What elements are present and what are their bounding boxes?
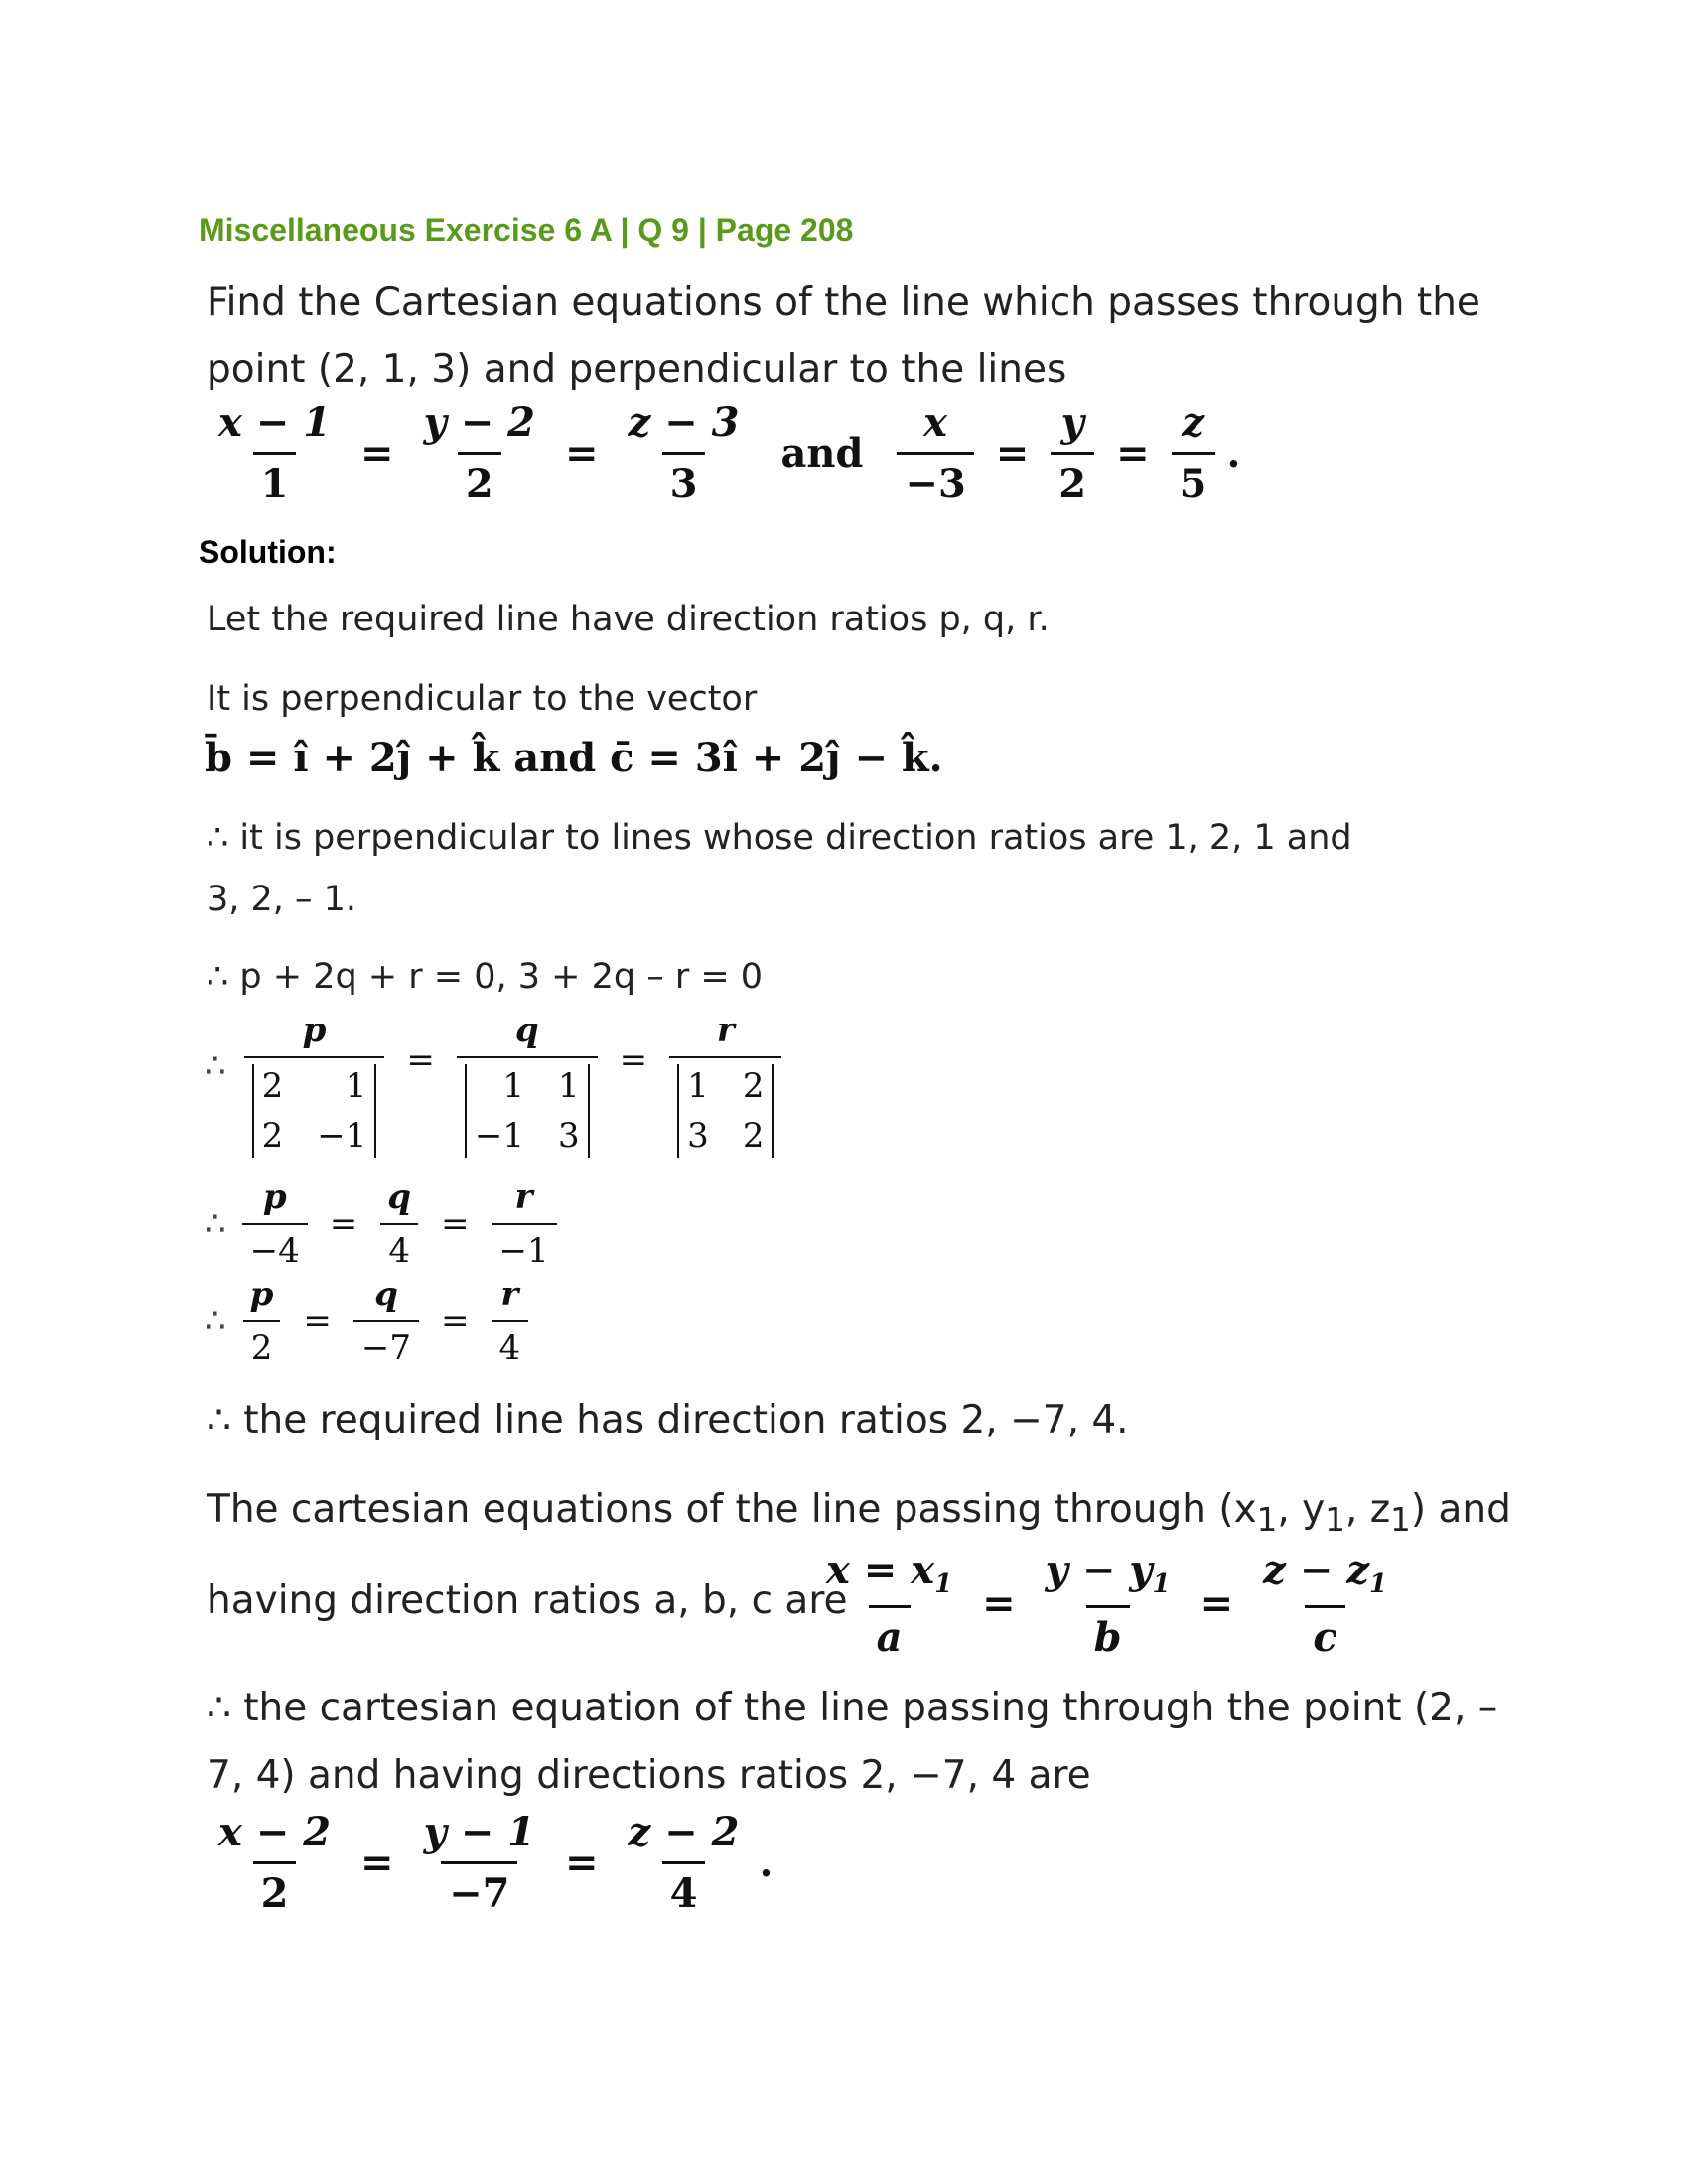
fraction: q 1 1 −1 3 [457, 1011, 598, 1158]
fraction: $\frac{y - 2}{2}$ [423, 399, 536, 507]
fraction: $\frac{x = x_1}{a}$ [826, 1547, 953, 1661]
fraction: p 2 1 2 −1 [244, 1011, 385, 1158]
determinant: 1 1 −1 3 [465, 1064, 590, 1158]
fraction: $\frac{x - 2}{2}$ [218, 1809, 332, 1917]
fraction: $\frac{x}{-3}$ [897, 399, 973, 507]
step-ratios-b: 3, 2, – 1. [207, 880, 357, 919]
general-equation: $\frac{x = x_1}{a}$ = $\frac{y - y_1}{b}$ = $\frac{z - z_1}{c}$ [806, 1547, 1407, 1661]
question-line-2: point (2, 1, 3) and perpendicular to the lines [207, 347, 1067, 392]
fraction: $\frac{p}{2}$ [242, 1275, 282, 1368]
fraction: $\frac{z - z_1}{c}$ [1263, 1547, 1388, 1661]
fraction: $\frac{q}{4}$ [379, 1177, 419, 1271]
fraction: $\frac{r}{-1}$ [492, 1177, 557, 1271]
fraction: $\frac{x - 1}{1}$ [218, 399, 332, 507]
step-required-ratios: ∴ the required line has direction ratios 2, −7, 4. [207, 1398, 1129, 1442]
fraction: $\frac{r}{4}$ [492, 1275, 529, 1368]
determinant-ratio: ∴ p 2 1 2 −1 = q 1 1 −1 3 = r 1 2 3 2 [205, 1011, 793, 1158]
fraction: $\frac{p}{-4}$ [242, 1177, 308, 1271]
exercise-heading: Miscellaneous Exercise 6 A | Q 9 | Page 208 [199, 212, 854, 248]
question-line-1: Find the Cartesian equations of the line which passes through the [207, 280, 1480, 325]
question-equation: $\frac{x - 1}{1}$ = $\frac{y - 2}{2}$ = $\frac{z - 3}{3}$ and $\frac{x}{-3}$ = $\frac{y}{2}$ = $\frac{z}{5}$ . [199, 399, 1240, 507]
fraction: $\frac{z}{5}$ [1172, 399, 1215, 507]
step-perpendicular: It is perpendicular to the vector [207, 679, 758, 719]
solution-label: Solution: [199, 534, 337, 570]
step-ratios-a: ∴ it is perpendicular to lines whose direction ratios are 1, 2, 1 and [207, 818, 1352, 858]
determinant: 1 2 3 2 [677, 1064, 774, 1158]
ratio-equation-1: ∴ $\frac{p}{-4}$ = $\frac{q}{4}$ = $\frac{r}{-1}$ [205, 1177, 569, 1271]
vector-equation: b̄ = î + 2ĵ + k̂ and c̄ = 3î + 2ĵ − k̂. [205, 735, 943, 781]
step-direction-ratios: Let the required line have direction ratios p, q, r. [207, 600, 1050, 639]
final-equation: $\frac{x - 2}{2}$ = $\frac{y - 1}{-7}$ = $\frac{z - 2}{4}$ . [199, 1809, 773, 1917]
step-linear-equations: ∴ p + 2q + r = 0, 3 + 2q – r = 0 [207, 957, 764, 997]
ratio-equation-2: ∴ $\frac{p}{2}$ = $\frac{q}{-7}$ = $\frac{r}{4}$ [205, 1275, 540, 1368]
fraction: $\frac{y}{2}$ [1051, 399, 1094, 507]
step-general-ratios: having direction ratios a, b, c are [207, 1578, 848, 1623]
fraction: r 1 2 3 2 [669, 1011, 781, 1158]
fraction: $\frac{y - y_1}{b}$ [1045, 1547, 1171, 1661]
step-final-intro-b: 7, 4) and having directions ratios 2, −7, 4 are [207, 1753, 1091, 1798]
step-final-intro-a: ∴ the cartesian equation of the line passing through the point (2, – [207, 1686, 1498, 1730]
step-general-form: The cartesian equations of the line passing through ($x_1$, $y_1$, $z_1$) and [207, 1487, 1511, 1539]
fraction: $\frac{q}{-7}$ [353, 1275, 419, 1368]
determinant: 2 1 2 −1 [252, 1064, 377, 1158]
fraction: $\frac{y - 1}{-7}$ [423, 1809, 536, 1917]
fraction: $\frac{z - 3}{3}$ [628, 399, 740, 507]
fraction: $\frac{z - 2}{4}$ [628, 1809, 740, 1917]
